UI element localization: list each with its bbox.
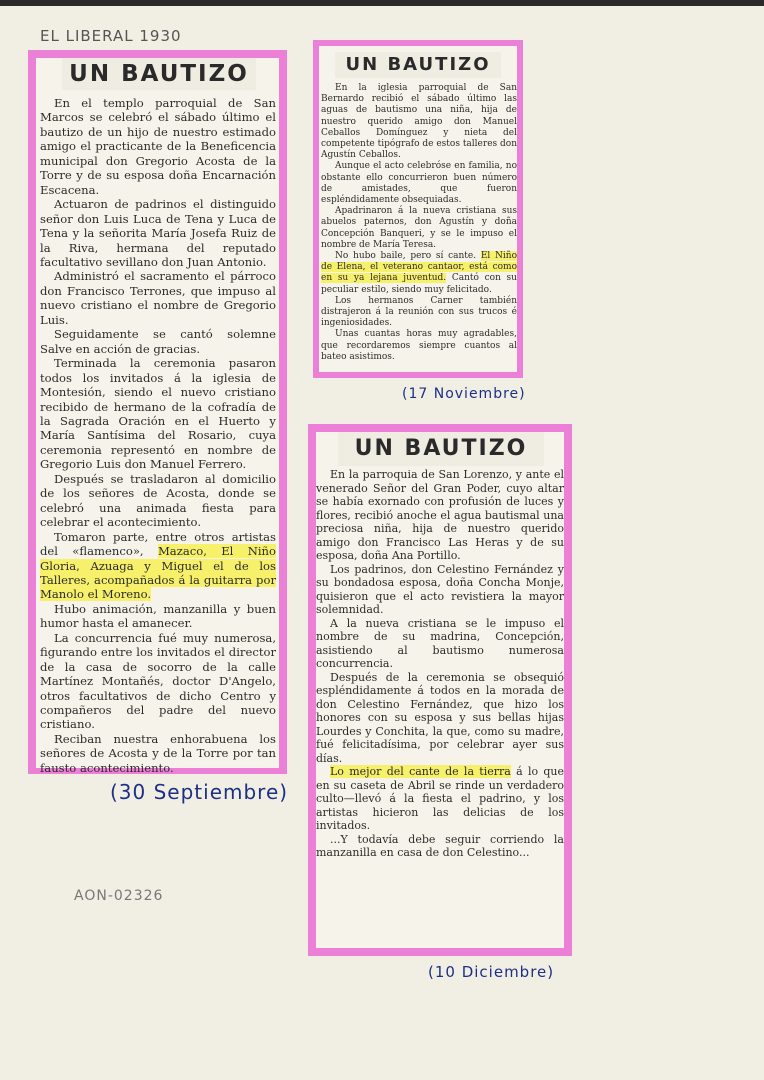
paragraph: Actuaron de padrinos el distinguido señor don Luis Luca de Tena y Luca de Tena y la señorita María Josefa Ruiz de la Riva, hermana del reputado facultativo sevillano don Juan Antonio. xyxy=(40,197,276,269)
newspaper-source-note: EL LIBERAL 1930 xyxy=(40,27,182,45)
paragraph: Hubo animación, manzanilla y buen humor hasta el amanecer. xyxy=(40,601,276,631)
paragraph: ...Y todavía debe seguir corriendo la manzanilla en casa de don Celestino... xyxy=(316,832,564,859)
clipping-3 xyxy=(308,424,572,956)
highlighted-text: Lo mejor del cante de la tierra xyxy=(330,765,511,778)
paragraph: En la parroquia de San Lorenzo, y ante el venerado Señor del Gran Poder, cuyo altar se había exornado con profusión de luces y flores, recibió anoche el agua bautismal una preciosa niña, hija de nuestro querido amigo don Francisco Las Heras y de su esposa, doña Ana Portillo. xyxy=(316,468,564,562)
clipping-3-date-note: (10 Diciembre) xyxy=(428,963,555,981)
paragraph: Seguidamente se cantó solemne Salve en acción de gracias. xyxy=(40,327,276,356)
paragraph: Apadrinaron á la nueva cristiana sus abuelos paternos, don Agustín y doña Concepción Banqueri, y se le impuso el nombre de María Teresa. xyxy=(321,206,517,250)
highlighted-text: El Niño de Elena, el veterano cantaor, está como en su ya lejana juventud. xyxy=(321,251,517,284)
paragraph: Los hermanos Carner también distrajeron á la reunión con sus trucos é ingeniosidades. xyxy=(321,295,517,329)
paragraph: Después se trasladaron al domicilio de los señores de Acosta, donde se celebró una animada fiesta para celebrar el acontecimiento. xyxy=(40,471,276,530)
clipping-1-title: UN BAUTIZO xyxy=(62,58,256,90)
clipping-1 xyxy=(28,50,287,774)
highlighted-text: Mazaco, El Niño Gloria, Azuaga y Miguel el de los Talleres, acompañados á la guitarra por Manolo el Moreno. xyxy=(40,544,276,602)
paragraph: En la iglesia parroquial de San Bernardo recibió el sábado último las aguas de bautismo una niña, hija de nuestro querido amigo don Manuel Ceballos Domínguez y nieta del competente tipógrafo de estos talleres don Agustín Ceballos. xyxy=(321,83,517,161)
paragraph: Después de la ceremonia se obsequió espléndidamente á todos en la morada de don Celestino Fernández, que hizo los honores con su esposa y sus bellas hijas Lourdes y Conchita, la que, como su madre, fué felicitadísima, por celebrar ayer sus días. xyxy=(316,670,564,765)
clipping-3-body xyxy=(316,468,564,860)
paragraph: Unas cuantas horas muy agradables, que recordaremos siempre cuantos al bateo asistimos. xyxy=(321,329,517,362)
paragraph: A la nueva cristiana se le impuso el nombre de su madrina, Concepción, asistiendo al bautismo numerosa concurrencia. xyxy=(316,616,564,670)
clipping-2-date-note: (17 Noviembre) xyxy=(402,386,526,402)
clipping-1-date-note: (30 Septiembre) xyxy=(110,780,289,804)
text-run: Tomaron parte, entre otros artistas del «flamenco», xyxy=(40,529,276,559)
scan-edge xyxy=(0,0,764,6)
clipping-1-body xyxy=(40,96,276,775)
paragraph xyxy=(40,530,276,602)
paragraph: En el templo parroquial de San Marcos se celebró el sábado último el bautizo de un hijo de nuestro estimado amigo el practicante de la Beneficencia municipal don Gregorio Acosta de la Torre y de su esposa doña Encarnación Escacena. xyxy=(40,96,276,197)
archive-code-note: AON-02326 xyxy=(74,888,164,904)
paragraph xyxy=(321,251,517,296)
text-run: No hubo baile, pero sí cante. xyxy=(335,251,477,262)
clipping-2-body xyxy=(321,83,517,363)
paragraph: Administró el sacramento el párroco don Francisco Terrones, que impuso al nuevo cristiano el nombre de Gregorio Luis. xyxy=(40,269,276,327)
text-run: Cantó con su peculiar estilo, siendo muy felicitado. xyxy=(321,273,517,295)
paragraph: Los padrinos, don Celestino Fernández y su bondadosa esposa, doña Concha Monje, quisieron que el acto revistiera la mayor solemnidad. xyxy=(316,562,564,616)
paragraph: Aunque el acto celebróse en familia, no obstante ello concurrieron buen número de amistades, que fueron espléndidamente obsequiadas. xyxy=(321,161,517,206)
clipping-2 xyxy=(313,40,523,378)
text-run: á lo que en su caseta de Abril se rinde un verdadero culto—llevó á la fiesta el padrino, y los artistas hicieron las delicias de los invitados. xyxy=(316,765,565,832)
clipping-3-title: UN BAUTIZO xyxy=(338,432,544,466)
paragraph: Terminada la ceremonia pasaron todos los invitados á la iglesia de Montesión, siendo el nuevo cristiano recibido de hermano de la cofradía de la Sagrada Oración en el Huerto y María Santísima del Rosario, cuya ceremonia representó en nombre de Gregorio Luis don Manuel Ferrero. xyxy=(40,356,276,472)
paragraph xyxy=(316,765,564,833)
paragraph: La concurrencia fué muy numerosa, figurando entre los invitados el director de la casa de socorro de la calle Martínez Montañés, doctor D'Angelo, otros facultativos de dicho Centro y compañeros del padre del nuevo cristiano. xyxy=(40,630,276,732)
clipping-2-title: UN BAUTIZO xyxy=(335,52,501,78)
paragraph: Reciban nuestra enhorabuena los señores de Acosta y de la Torre por tan fausto acontecimiento. xyxy=(40,731,276,775)
